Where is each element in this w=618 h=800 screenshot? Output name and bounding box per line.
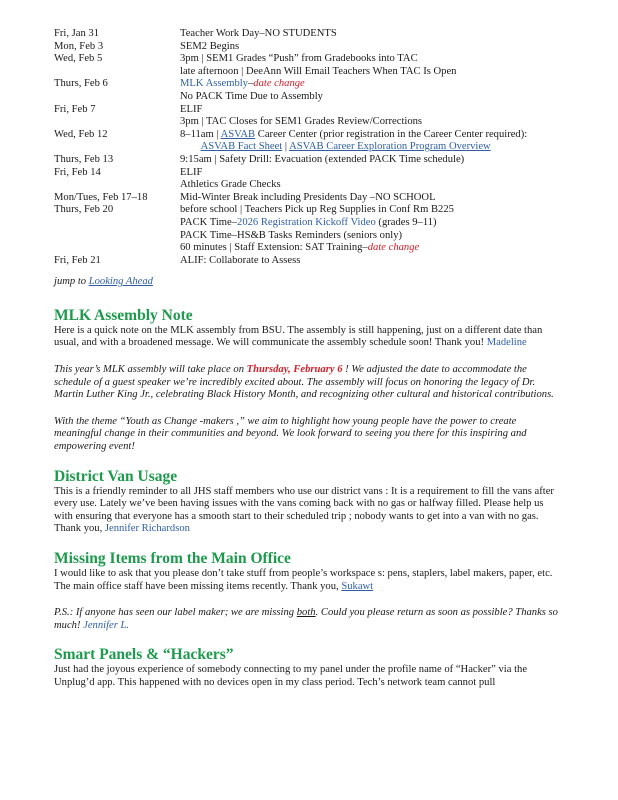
mlk-intro-text: Here is a quick note on the MLK assembly from BSU. The assembly is still happening, just on a different date than usual, and with a broadened message. We will communicate the assembly schedule soon! Thank you!	[54, 324, 543, 349]
calendar-row	[54, 242, 527, 255]
ps-text-a: P.S.: If anyone has seen our label maker; we are missing	[54, 607, 297, 619]
calendar-event-text: PACK Time–HS&B Tasks Reminders (seniors only)	[180, 229, 403, 241]
calendar-row	[54, 91, 527, 104]
calendar-event	[180, 129, 527, 142]
calendar-event-text: Athletics Grade Checks	[180, 179, 281, 191]
smart-heading: Smart Panels & “Hackers”	[54, 646, 234, 664]
calendar-row	[54, 204, 527, 217]
van-signature: Jennifer Richardson	[104, 523, 190, 535]
smart-paragraph: Just had the joyous experience of somebody connecting to my panel under the profile name of “Hacker” via the Unplug’d app. This happened with no devices open in my class period. Tech’s network team cannot pull	[54, 664, 528, 688]
calendar-event-text: (grades 9–11)	[375, 216, 437, 228]
calendar-event-text: before school | Teachers Pick up Reg Supplies in Conf Rm B225	[180, 204, 454, 216]
calendar-event	[180, 78, 527, 91]
calendar-date: Thurs, Feb 6	[54, 78, 108, 90]
calendar-table	[54, 28, 527, 267]
calendar-row	[54, 116, 527, 129]
mlk-p1-text-a: This year’s MLK assembly will take place on	[54, 364, 247, 376]
calendar-date: Wed, Feb 12	[54, 128, 108, 140]
calendar-event	[180, 116, 527, 129]
calendar-event-text: 60 minutes | Staff Extension: SAT Training–	[180, 242, 368, 254]
ps-text-b: . Could you please return as soon as possible? Thanks so much!	[54, 607, 558, 631]
calendar-date	[54, 179, 180, 192]
calendar-event	[180, 53, 527, 66]
calendar-event-text: 3pm | TAC Closes for SEM1 Grades Review/Corrections	[180, 116, 423, 128]
calendar-event-text: No PACK Time Due to Assembly	[180, 90, 323, 102]
calendar-event-text: ELIF	[180, 103, 203, 115]
calendar-event	[180, 192, 527, 205]
looking-ahead-link[interactable]: Looking Ahead	[88, 276, 153, 288]
calendar-event	[180, 242, 527, 255]
calendar-date: Fri, Feb 7	[54, 103, 96, 115]
calendar-row	[54, 66, 527, 79]
calendar-event	[180, 141, 527, 154]
calendar-row	[54, 78, 527, 91]
calendar-event-text: Mid-Winter Break including Presidents Day –NO SCHOOL	[180, 191, 436, 203]
missing-heading: Missing Items from the Main Office	[54, 550, 291, 567]
ps-both: both	[296, 607, 316, 619]
calendar-row	[54, 104, 527, 117]
calendar-event-text: ELIF	[180, 166, 203, 178]
calendar-event	[180, 41, 527, 54]
calendar-event	[180, 91, 527, 104]
jump-prefix: jump to	[54, 276, 89, 288]
calendar-row	[54, 192, 527, 205]
calendar-event-text: –	[247, 78, 254, 90]
calendar-event-text: date change	[367, 242, 420, 254]
calendar-event-text: late afternoon | DeeAnn Will Email Teachers When TAC Is Open	[180, 65, 457, 77]
calendar-event-text: PACK Time–	[180, 216, 238, 228]
calendar-date: Fri, Feb 21	[54, 254, 101, 266]
calendar-event	[180, 230, 527, 243]
calendar-row	[54, 141, 527, 154]
calendar-date: Fri, Feb 14	[54, 166, 101, 178]
jump-line	[54, 276, 564, 289]
calendar-event-text: SEM2 Begins	[180, 40, 240, 52]
calendar-event	[180, 66, 527, 79]
calendar-event	[180, 204, 527, 217]
calendar-event	[180, 255, 527, 268]
calendar-event-text: 3pm | SEM1 Grades “Push” from Gradebooks into TAC	[180, 53, 418, 65]
missing-paragraph	[54, 568, 564, 593]
calendar-date	[54, 217, 180, 230]
calendar-date	[54, 116, 180, 129]
calendar-date	[54, 141, 180, 154]
mlk-paragraph-1	[54, 364, 564, 402]
mlk-assembly-date: Thursday, February 6	[246, 364, 343, 376]
calendar-date: Mon, Feb 3	[54, 40, 104, 52]
calendar-event	[180, 154, 527, 167]
mlk-intro	[54, 325, 564, 350]
calendar-row	[54, 217, 527, 230]
mlk-p1-text-b: ! We adjusted the date to accommodate the schedule of a guest speaker we’re incredibly excited about. The assembly will focus on honoring the legacy of Dr. Martin Luther King Jr., celebrating Black History Month, and recognizing other cultural and historical contributions.	[54, 364, 554, 401]
calendar-event-text: 9:15am | Safety Drill: Evacuation (extended PACK Time schedule)	[180, 153, 465, 165]
mlk-heading: MLK Assembly Note	[54, 306, 193, 324]
calendar-event	[180, 217, 527, 230]
calendar-event	[180, 28, 527, 41]
van-heading: District Van Usage	[54, 467, 178, 485]
calendar-date: Mon/Tues, Feb 17–18	[54, 191, 148, 203]
calendar-row	[54, 154, 527, 167]
calendar-event	[180, 167, 527, 180]
calendar-event-text: MLK Assembly	[180, 78, 248, 90]
mlk-intro-signature: Madeline	[486, 337, 527, 349]
calendar-event-text: ALIF: Collaborate to Assess	[180, 254, 301, 266]
van-body: This is a friendly reminder to all JHS staff members who use our district vans : It is a requirement to fill the vans after every use. Lately we’ve been having issues with the vans coming back with no gas or halfway filled. Please help us with ensuring that everyone has a smooth start to their scheduled trip ; nobody wants to get into a van with no gas. Thank you,	[54, 485, 554, 535]
calendar-event-text: 2026 Registration Kickoff Video	[237, 216, 376, 228]
missing-body: I would like to ask that you please don’t take stuff from people’s workspace s: pens, staplers, label makers, paper, etc. The main office staff have been missing items recently. Thank you,	[54, 568, 553, 592]
calendar-link[interactable]: ASVAB Career Exploration Program Overview	[289, 141, 491, 153]
calendar-row	[54, 41, 527, 54]
calendar-date	[54, 230, 180, 243]
calendar-date: Wed, Feb 5	[54, 53, 103, 65]
calendar-date: Thurs, Feb 20	[54, 204, 114, 216]
calendar-row	[54, 129, 527, 142]
calendar-row	[54, 230, 527, 243]
calendar-date	[54, 242, 180, 255]
calendar-row	[54, 179, 527, 192]
calendar-event-text: date change	[253, 78, 305, 90]
calendar-event	[180, 104, 527, 117]
calendar-body	[54, 28, 527, 267]
calendar-date: Fri, Jan 31	[54, 28, 100, 39]
calendar-event-text: Teacher Work Day–NO STUDENTS	[180, 28, 337, 39]
van-paragraph	[54, 486, 564, 536]
calendar-date	[54, 66, 180, 79]
calendar-row	[54, 167, 527, 180]
calendar-row	[54, 255, 527, 268]
calendar-date	[54, 91, 180, 104]
calendar-link[interactable]: ASVAB Fact Sheet	[200, 141, 283, 153]
missing-signature-link[interactable]: Sukawt	[341, 580, 374, 592]
calendar-row	[54, 28, 527, 41]
calendar-date: Thurs, Feb 13	[54, 153, 114, 165]
calendar-link[interactable]: ASVAB	[220, 128, 256, 140]
calendar-event-text: |	[282, 141, 290, 153]
calendar-event-text	[180, 141, 201, 152]
mlk-paragraph-2: With the theme “Youth as Change -makers ,” we aim to highlight how young people have the power to create meaningful change in their communities and beyond. We look forward to seeing you there for this inspiring and empowering event!	[54, 415, 527, 453]
missing-ps	[54, 607, 564, 632]
calendar-event-text: Career Center (prior registration in the Career Center required):	[255, 128, 528, 140]
calendar-row	[54, 53, 527, 66]
ps-signature: Jennifer L.	[83, 619, 130, 631]
calendar-event	[180, 179, 527, 192]
calendar-event-text: 8–11am |	[180, 128, 221, 140]
